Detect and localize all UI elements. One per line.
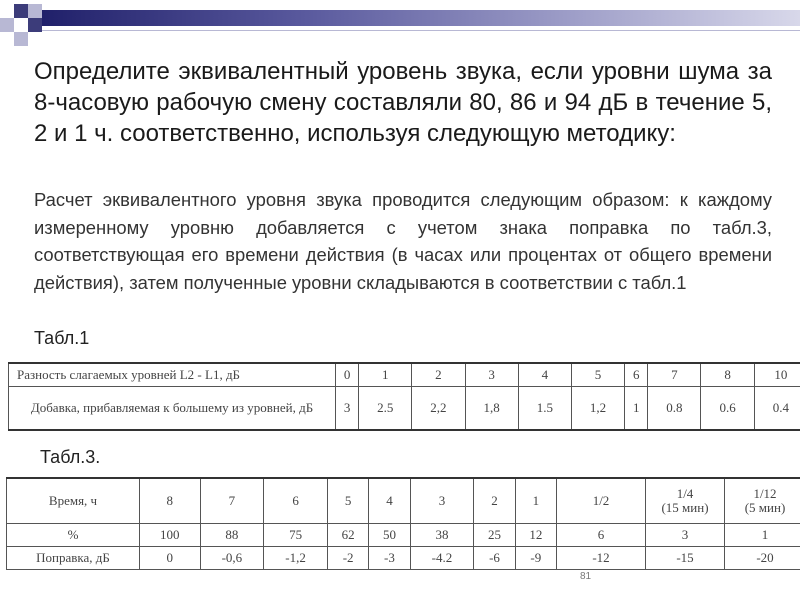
table-cell: -0,6 (200, 547, 264, 570)
table-cell: 4 (518, 363, 571, 387)
table-cell: 62 (327, 524, 368, 547)
row-label: Время, ч (7, 478, 140, 524)
table1 (8, 362, 800, 431)
table-cell: 1.5 (518, 387, 571, 431)
table-cell: 3 (465, 363, 518, 387)
table-cell: 8 (701, 363, 754, 387)
table-cell: -4.2 (410, 547, 474, 570)
header-gradient-bar (42, 10, 800, 26)
table-cell: 1/2 (557, 478, 646, 524)
header-square (28, 4, 42, 18)
table-cell: 7 (200, 478, 264, 524)
row-label: % (7, 524, 140, 547)
row-label: Поправка, дБ (7, 547, 140, 570)
header-square (0, 18, 14, 32)
table-cell: 2.5 (359, 387, 412, 431)
table-row (7, 524, 800, 547)
table-cell: 1,8 (465, 387, 518, 431)
table-cell: 1 (625, 387, 648, 431)
table-cell: 0.4 (754, 387, 800, 431)
table-cell: 12 (515, 524, 556, 547)
table-cell: 1/12 (5 мин) (725, 478, 800, 524)
table-cell: 0 (336, 363, 359, 387)
table-cell: 2 (412, 363, 465, 387)
table-cell: 100 (140, 524, 201, 547)
table-cell: -20 (725, 547, 800, 570)
table-cell: 8 (140, 478, 201, 524)
header-divider (42, 30, 800, 31)
table-row (7, 547, 800, 570)
table-cell: 6 (625, 363, 648, 387)
slide-title: Определите эквивалентный уровень звука, если уровни шума за 8-часовую рабочую смену составляли 80, 86 и 94 дБ в течение 5, 2 и 1 ч. соответственно, используя следующую методику: (34, 58, 772, 147)
row-label: Разность слагаемых уровней L2 - L1, дБ (9, 363, 336, 387)
header-square (28, 18, 42, 32)
table3-caption: Табл.3. (40, 447, 101, 467)
page-number: 81 (580, 571, 592, 582)
table-cell: 2 (474, 478, 515, 524)
table-cell: -3 (369, 547, 410, 570)
table-cell: 1 (725, 524, 800, 547)
table-cell: 1,2 (571, 387, 624, 431)
table-cell: 6 (557, 524, 646, 547)
table-cell: 10 (754, 363, 800, 387)
table-cell: 7 (648, 363, 701, 387)
table-cell: 6 (264, 478, 328, 524)
table-cell: -6 (474, 547, 515, 570)
table-cell: 5 (571, 363, 624, 387)
table-cell: 1 (359, 363, 412, 387)
table-row (7, 478, 800, 524)
header-square (14, 32, 28, 46)
table-cell: 1/4 (15 мин) (646, 478, 725, 524)
table-cell: 50 (369, 524, 410, 547)
table-cell: -2 (327, 547, 368, 570)
table-cell: 25 (474, 524, 515, 547)
table3 (6, 477, 800, 570)
table-cell: 0 (140, 547, 201, 570)
row-label: Добавка, прибавляемая к большему из уровней, дБ (9, 387, 336, 431)
table-cell: 3 (336, 387, 359, 431)
table-row (9, 363, 800, 387)
method-description: Расчет эквивалентного уровня звука проводится следующим образом: к каждому измеренному уровню добавляется с учетом знака поправка по табл.3, соответствующая его времени действия (в часах или процентах от общего времени действия), затем полученные уровни складываются в соответствии с табл.1 (34, 189, 772, 293)
table-cell: 75 (264, 524, 328, 547)
table-cell: 1 (515, 478, 556, 524)
table1-caption: Табл.1 (34, 328, 90, 348)
table-cell: 5 (327, 478, 368, 524)
table-cell: 88 (200, 524, 264, 547)
table-cell: 3 (410, 478, 474, 524)
table-cell: 38 (410, 524, 474, 547)
table-cell: 0.6 (701, 387, 754, 431)
table-cell: 2,2 (412, 387, 465, 431)
table-cell: -15 (646, 547, 725, 570)
header-square (14, 4, 28, 18)
table-cell: -9 (515, 547, 556, 570)
table-cell: -12 (557, 547, 646, 570)
table-cell: 4 (369, 478, 410, 524)
table-row (9, 387, 800, 431)
table-cell: 0.8 (648, 387, 701, 431)
table-cell: 3 (646, 524, 725, 547)
table-cell: -1,2 (264, 547, 328, 570)
